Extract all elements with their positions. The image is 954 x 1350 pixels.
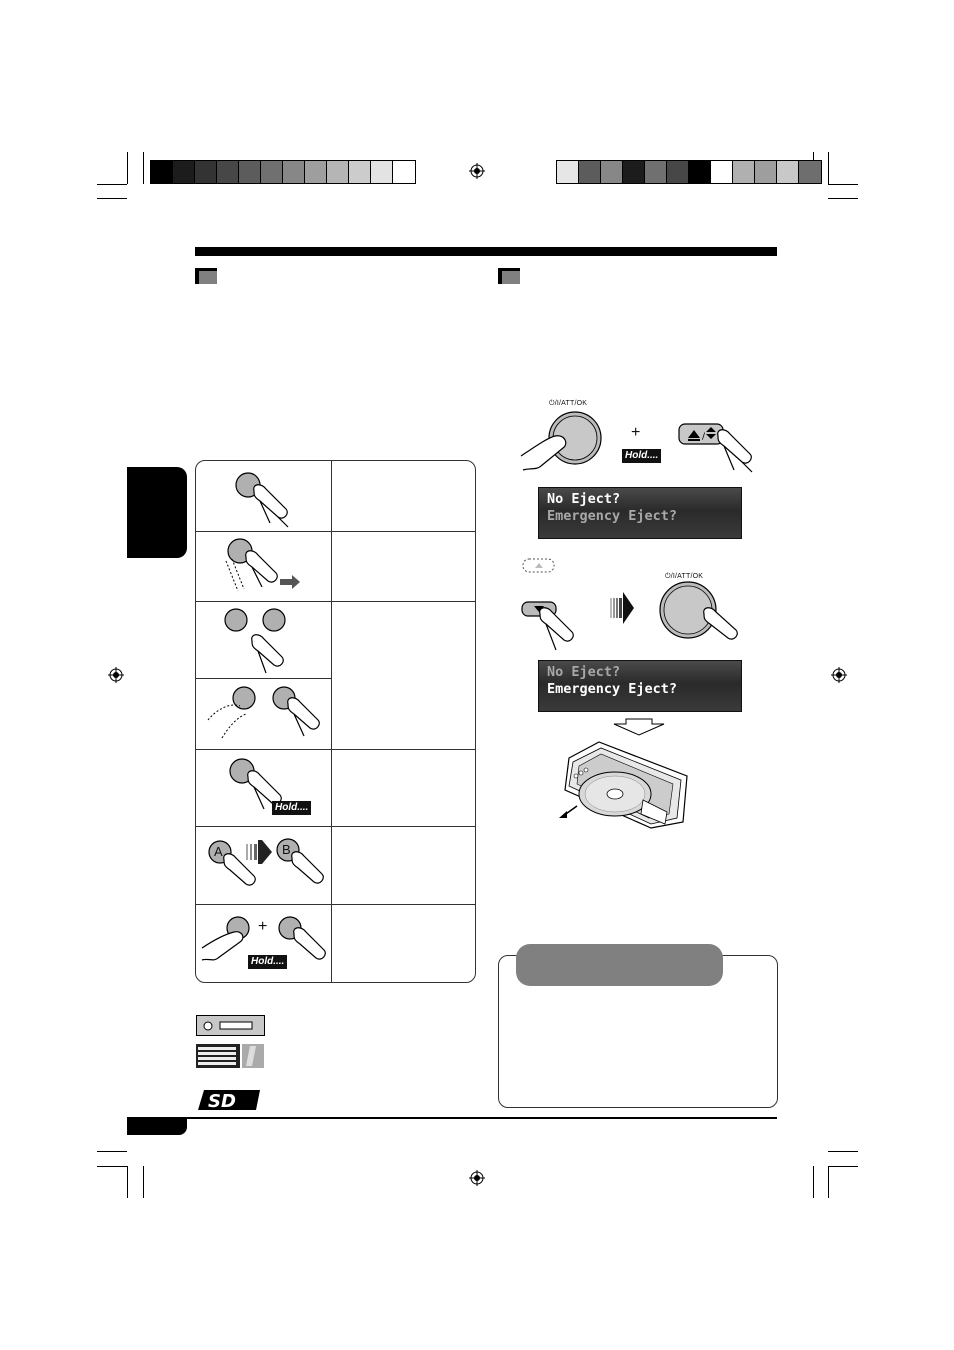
down-hollow-arrow-icon [612, 718, 666, 736]
crop-mark-br-v2 [813, 1166, 814, 1198]
label-b: B [282, 842, 291, 857]
calibration-right-swatch [755, 161, 777, 183]
crop-mark-tl-h [97, 184, 127, 185]
lcd2-line2: Emergency Eject? [547, 681, 678, 697]
calibration-right-swatch [579, 161, 601, 183]
two-buttons-icon [196, 601, 331, 678]
registration-target-icon-bottom [469, 1170, 485, 1186]
press-a-then-b-icon [196, 826, 331, 904]
crop-mark-bl-h2 [97, 1166, 127, 1167]
svg-text:/: / [702, 432, 706, 442]
header-rule [195, 247, 777, 256]
control-knob-press-icon [519, 408, 609, 472]
tip-box-header [516, 944, 723, 986]
next-step-arrow-icon [610, 590, 636, 626]
calibration-right-swatch [601, 161, 623, 183]
down-button-press-icon [520, 600, 590, 654]
calibration-left-swatch [327, 161, 349, 183]
calibration-right-swatch [733, 161, 755, 183]
svg-text:SD: SD [208, 1091, 236, 1112]
label-a: A [214, 844, 223, 859]
disc-ejecting-unit-icon [555, 740, 690, 830]
crop-mark-br-h2 [828, 1166, 858, 1167]
sd-logo-icon [196, 1088, 262, 1112]
crop-mark-tr-v [828, 152, 829, 184]
crop-mark-bl-v [127, 1166, 128, 1198]
crop-mark-tr-h2 [828, 198, 858, 199]
section-marker-right [498, 268, 520, 284]
calibration-right-swatch [667, 161, 689, 183]
crop-mark-bl-h [97, 1151, 127, 1152]
button-operation-table [195, 460, 476, 983]
color-calibration-bar-left [150, 160, 416, 184]
registration-target-icon-left [108, 667, 124, 683]
plus-sign: + [258, 918, 268, 935]
crop-mark-br-h [828, 1151, 858, 1152]
crop-mark-bl-v2 [143, 1166, 144, 1198]
calibration-right-swatch [777, 161, 799, 183]
calibration-left-swatch [151, 161, 173, 183]
knob-label-mid: ⏻/I/ATT/OK [665, 573, 704, 580]
knob-label-top: ⏻/I/ATT/OK [549, 400, 588, 407]
color-calibration-bar-right [556, 160, 822, 184]
press-and-slide-icon [196, 531, 331, 601]
hold-tag-2: Hold.... [248, 955, 287, 969]
calibration-left-swatch [283, 161, 305, 183]
crop-mark-tr-h [828, 184, 858, 185]
calibration-left-swatch [349, 161, 371, 183]
calibration-right-swatch [799, 161, 821, 183]
registration-target-icon-right [831, 667, 847, 683]
changer-icon [196, 1044, 266, 1068]
calibration-right-swatch [645, 161, 667, 183]
section-marker-left [195, 268, 217, 284]
display-screen-1 [538, 487, 742, 539]
cd-unit-icon [196, 1015, 266, 1037]
lcd1-line1: No Eject? [547, 491, 621, 507]
calibration-right-swatch [689, 161, 711, 183]
hold-tag: Hold.... [272, 801, 311, 815]
calibration-right-swatch [557, 161, 579, 183]
crop-mark-br-v [828, 1166, 829, 1198]
lcd1-line2: Emergency Eject? [547, 508, 678, 524]
slide-between-buttons-icon [196, 678, 331, 749]
hold-tag-top: Hold.... [622, 449, 661, 463]
press-button-icon [196, 461, 331, 531]
eject-button-press-icon [678, 420, 758, 474]
crop-mark-tl-h2 [97, 198, 127, 199]
calibration-right-swatch [711, 161, 733, 183]
display-screen-2 [538, 660, 742, 712]
calibration-left-swatch [195, 161, 217, 183]
language-side-tab [127, 467, 187, 558]
calibration-left-swatch [217, 161, 239, 183]
footer-rule [127, 1117, 777, 1119]
calibration-left-swatch [261, 161, 283, 183]
calibration-left-swatch [371, 161, 393, 183]
calibration-left-swatch [393, 161, 415, 183]
crop-mark-tl-v2 [143, 152, 144, 184]
control-knob-press-icon-2 [654, 580, 746, 642]
lcd2-line1: No Eject? [547, 664, 621, 680]
calibration-left-swatch [305, 161, 327, 183]
crop-mark-tl-v [127, 152, 128, 184]
plus-sign-top: + [631, 424, 641, 441]
calibration-right-swatch [623, 161, 645, 183]
calibration-left-swatch [173, 161, 195, 183]
press-two-buttons-together-icon [196, 904, 331, 982]
calibration-left-swatch [239, 161, 261, 183]
registration-target-icon [469, 163, 485, 179]
up-button-dashed-icon [522, 558, 556, 574]
page-number-tab [127, 1119, 187, 1135]
